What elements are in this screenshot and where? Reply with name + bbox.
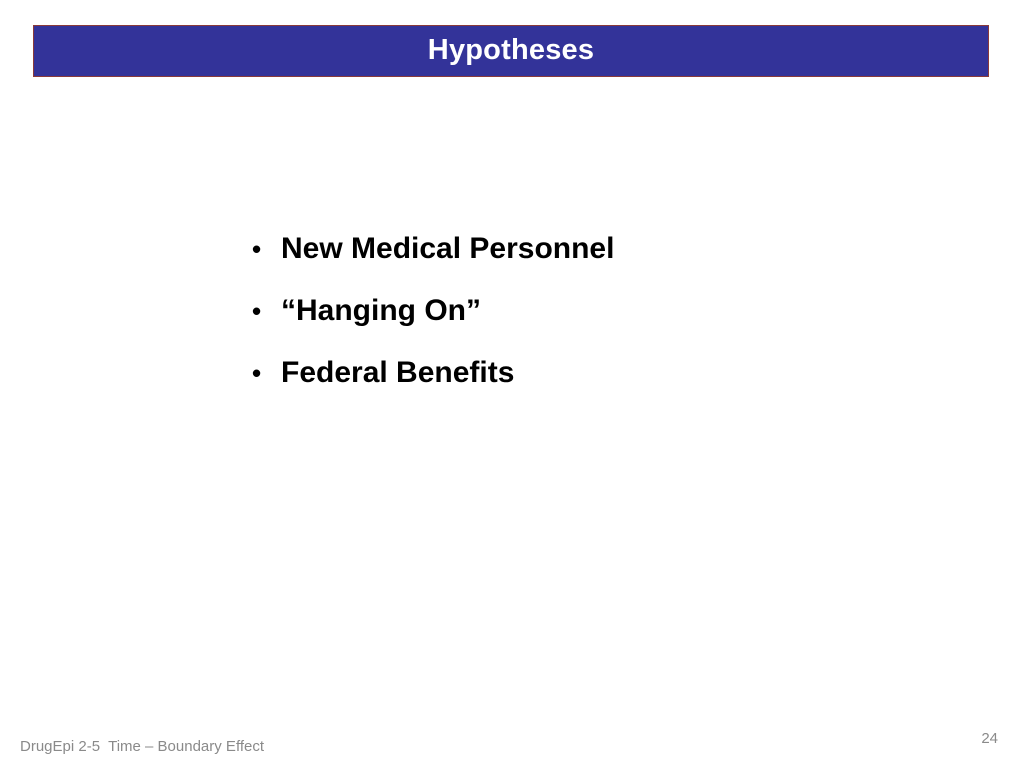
bullet-list — [252, 232, 614, 418]
bullet-icon: • — [252, 358, 262, 388]
title-bar — [33, 25, 989, 77]
bullet-icon: • — [252, 234, 262, 264]
bullet-item — [252, 294, 614, 356]
bullet-text: “Hanging On” — [281, 294, 481, 327]
footer-text: DrugEpi 2-5 Time – Boundary Effect — [20, 738, 265, 755]
bullet-text: Federal Benefits — [281, 356, 515, 389]
slide-title: Hypotheses — [427, 33, 595, 66]
bullet-item — [252, 356, 614, 418]
page-number: 24 — [981, 730, 998, 747]
bullet-item — [252, 232, 614, 294]
bullet-text: New Medical Personnel — [281, 232, 615, 265]
bullet-icon: • — [252, 296, 262, 326]
